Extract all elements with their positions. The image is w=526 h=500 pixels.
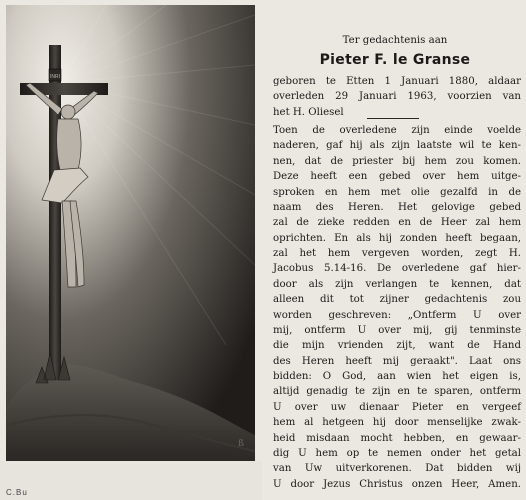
inri-text: INRI [50, 74, 60, 80]
prayer-text [273, 123, 521, 492]
prayer-line: van Uw uitverkorenen. Dat bidden wij [273, 463, 521, 475]
prayer-line: alleen dit tot zijner gedachtenis zou [273, 294, 521, 306]
deceased-name: Pieter F. le Granse [319, 52, 471, 68]
prayer-line: Deze heeft een gebed over hem uitge- [273, 171, 521, 183]
prayer-line: U door Jezus Christus onzen Heer, Amen. [273, 478, 521, 490]
prayer-line: naderen, gaf hij als zijn laatste wil te ken- [273, 140, 521, 152]
bio-line: overleden 29 Januari 1963, voorzien van [273, 91, 521, 103]
prayer-line: Toen de overledene zijn einde voelde [273, 125, 521, 136]
prayer-line: bidden: O God, aan wien het eigen is, [273, 371, 521, 382]
prayer-line: worden geschreven: „Ontferm U over [273, 309, 521, 321]
bio-line: geboren te Etten 1 Januari 1880, aldaar [273, 76, 521, 87]
prayer-line: hem al hetgeen hij door menselijke zwak- [273, 417, 521, 429]
card-lower-margin [0, 461, 262, 500]
prayer-line: sproken en hem met olie gezalfd in de [273, 186, 521, 198]
prayer-line: oprichten. En als hij zonden heeft begaan, [273, 232, 521, 244]
prayer-line: zal het hem vergeven worden, zegt H. [273, 248, 521, 259]
text-column [268, 8, 522, 494]
prayer-line: heid misdaan mocht hebben, en gewaar- [273, 432, 521, 444]
artist-monogram: ß [238, 439, 245, 449]
prayer-line: die mijn vrienden zijt, want de Hand [273, 340, 521, 352]
prayer-line: des Heren heeft mij geraakt". Laat ons [273, 355, 521, 367]
prayer-line: dig U hem op te nemen onder het getal [273, 447, 521, 459]
biographical-details [273, 74, 521, 120]
memorial-heading: Ter gedachtenis aan [342, 35, 448, 46]
prayer-line: U over uw dienaar Pieter en vergeef [273, 401, 521, 413]
prayer-line: Jacobus 5.14-16. De overledene gaf hier- [273, 263, 521, 275]
prayer-line: nen, dat de priester bij hem zou komen. [273, 155, 521, 167]
prayer-line: zal de zieke redden en de Heer zal hem [273, 217, 521, 229]
prayer-line: naam des Heren. Het gelovige gebed [273, 201, 521, 213]
crucifix-illustration [6, 5, 255, 461]
printer-code: C.Bu [6, 488, 28, 497]
divider-rule [367, 118, 419, 119]
cross-upright [49, 45, 61, 380]
prayer-line: door als zijn verlangen te kennen, dat [273, 278, 521, 290]
prayer-line: mij, ontferm U over mij, gij tenminste [273, 324, 521, 336]
prayer-line: altijd genadig te zijn en te sparen, ontferm [273, 386, 521, 398]
bio-line: het H. Oliesel [273, 106, 344, 118]
crucifix-artwork [6, 5, 255, 461]
